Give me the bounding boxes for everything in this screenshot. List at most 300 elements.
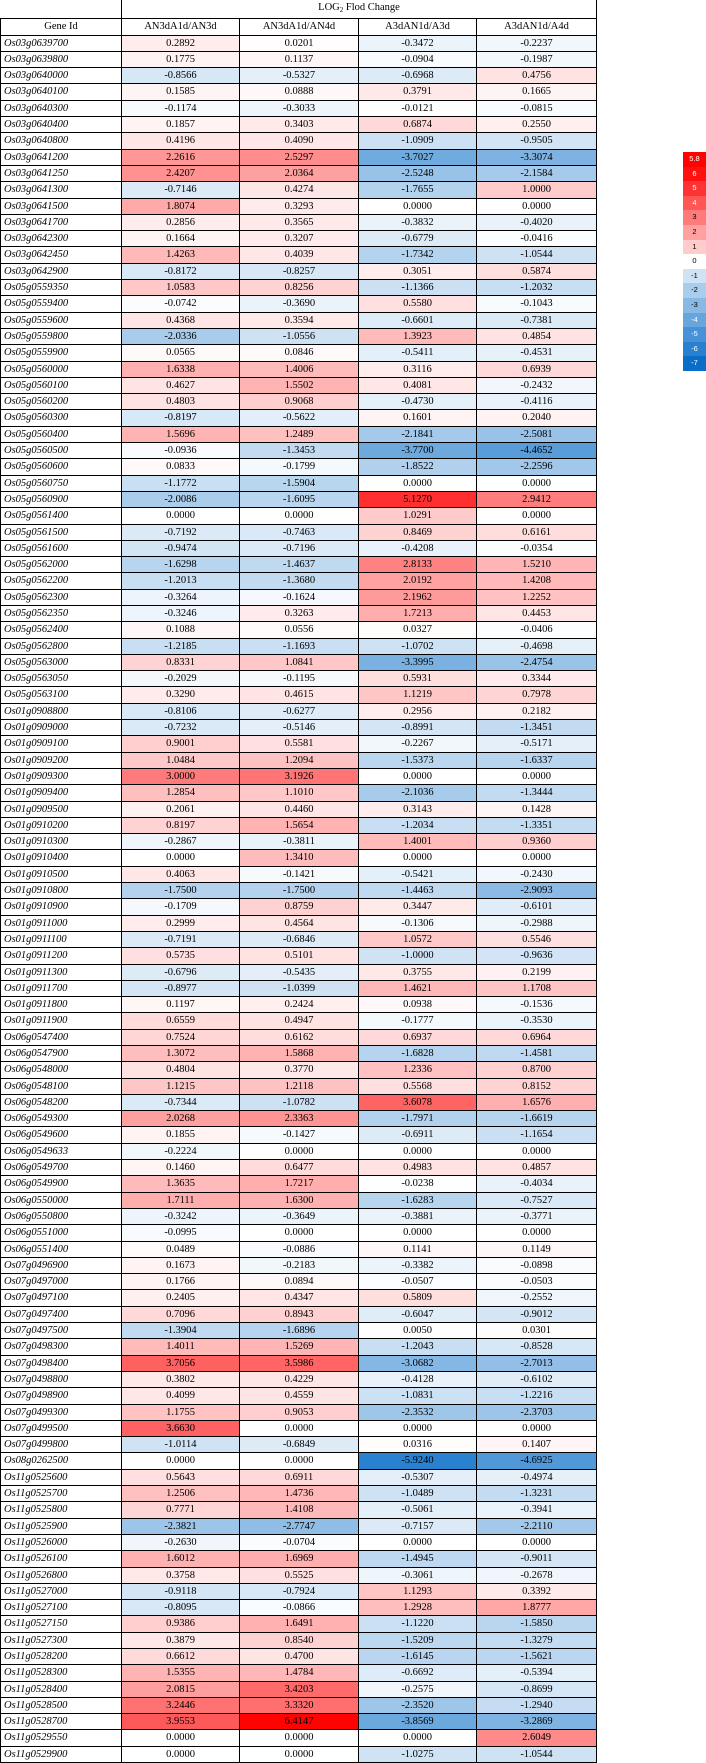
heatmap-cell: -1.0782 [240,1094,359,1110]
heatmap-cell: 0.1407 [477,1437,597,1453]
heatmap-cell: 5.1270 [359,491,477,507]
gene-id-cell: Os07g0499800 [1,1437,122,1453]
heatmap-cell: 0.0000 [477,1225,597,1241]
legend-swatch: 6 [683,167,706,182]
gene-id-cell: Os03g0639800 [1,51,122,67]
heatmap-cell: 0.0201 [240,35,359,51]
heatmap-cell: 0.0000 [477,198,597,214]
heatmap-cell: 1.4006 [240,361,359,377]
heatmap-cell: 0.2199 [477,964,597,980]
heatmap-cell: 3.7056 [122,1355,240,1371]
gene-id-cell: Os03g0641300 [1,182,122,198]
gene-id-cell: Os01g0910200 [1,817,122,833]
table-row [1,1486,597,1502]
heatmap-cell: -0.2267 [359,736,477,752]
heatmap-cell: 0.5931 [359,671,477,687]
heatmap-cell: -2.2596 [477,459,597,475]
heatmap-body [1,35,597,1762]
heatmap-cell: -0.4730 [359,394,477,410]
gene-id-cell: Os11g0525600 [1,1469,122,1485]
heatmap-cell: -0.1174 [122,100,240,116]
heatmap-cell: 0.0000 [240,1746,359,1762]
heatmap-cell: -0.7196 [240,540,359,556]
table-row [1,948,597,964]
heatmap-cell: -0.4128 [359,1371,477,1387]
heatmap-cell: -0.0898 [477,1257,597,1273]
heatmap-cell: -1.4637 [240,557,359,573]
table-row [1,899,597,915]
heatmap-cell: -0.3472 [359,35,477,51]
gene-id-cell: Os07g0498800 [1,1371,122,1387]
heatmap-cell: -1.0702 [359,638,477,654]
heatmap-cell: 0.6477 [240,1160,359,1176]
heatmap-cell: -1.6298 [122,557,240,573]
heatmap-cell: 0.0000 [359,1420,477,1436]
gene-id-cell: Os05g0562800 [1,638,122,654]
gene-id-cell: Os05g0560300 [1,410,122,426]
heatmap-cell: 0.4803 [122,394,240,410]
heatmap-cell: -0.0704 [240,1534,359,1550]
table-row [1,165,597,181]
heatmap-cell: 1.7111 [122,1192,240,1208]
heatmap-cell: -0.5622 [240,410,359,426]
gene-id-cell: Os03g0640100 [1,84,122,100]
heatmap-cell: 0.4063 [122,866,240,882]
table-row [1,1127,597,1143]
heatmap-cell: 0.3290 [122,687,240,703]
heatmap-cell: 0.1460 [122,1160,240,1176]
heatmap-cell: 0.0000 [477,508,597,524]
table-row [1,35,597,51]
heatmap-cell: -0.3530 [477,1013,597,1029]
table-row [1,557,597,573]
heatmap-cell: 0.4756 [477,68,597,84]
title-subscript: 2 [339,6,344,14]
heatmap-cell: -1.4463 [359,883,477,899]
heatmap-cell: 1.1215 [122,1078,240,1094]
heatmap-cell: -1.6896 [240,1323,359,1339]
heatmap-cell: -4.4652 [477,443,597,459]
legend-swatch: -2 [683,283,706,298]
heatmap-cell: -3.8569 [359,1714,477,1730]
heatmap-cell: 0.0000 [122,1730,240,1746]
table-row [1,1453,597,1469]
heatmap-cell: -2.7747 [240,1518,359,1534]
heatmap-cell: 0.5568 [359,1078,477,1094]
heatmap-cell: 0.0000 [122,1453,240,1469]
heatmap-cell: 3.5986 [240,1355,359,1371]
gene-id-cell: Os06g0549900 [1,1176,122,1192]
table-row [1,1062,597,1078]
heatmap-cell: 3.6630 [122,1420,240,1436]
heatmap-cell: 0.2424 [240,997,359,1013]
heatmap-cell: 2.8133 [359,557,477,573]
heatmap-cell: 0.2892 [122,35,240,51]
heatmap-cell: 0.3755 [359,964,477,980]
gene-id-cell: Os01g0910800 [1,883,122,899]
table-row [1,1274,597,1290]
heatmap-cell: 0.3207 [240,231,359,247]
heatmap-cell: -0.0416 [477,231,597,247]
table-row [1,345,597,361]
table-row [1,508,597,524]
heatmap-cell: 1.1708 [477,980,597,996]
legend-swatch: 0 [683,254,706,269]
table-row [1,654,597,670]
heatmap-cell: 0.1428 [477,801,597,817]
heatmap-cell: -0.6968 [359,68,477,84]
heatmap-cell: 3.0000 [122,768,240,784]
heatmap-cell: 2.0192 [359,573,477,589]
heatmap-cell: -0.1195 [240,671,359,687]
heatmap-cell: 0.2182 [477,703,597,719]
title-row [1,0,597,19]
heatmap-cell: 0.5101 [240,948,359,964]
table-row [1,817,597,833]
heatmap-cell: -0.3061 [359,1567,477,1583]
heatmap-cell: -0.5421 [359,866,477,882]
legend-swatch: 4 [683,196,706,211]
table-row [1,1714,597,1730]
heatmap-cell: 1.4001 [359,834,477,850]
table-row [1,100,597,116]
heatmap-cell: 0.2061 [122,801,240,817]
heatmap-cell: -0.3941 [477,1502,597,1518]
heatmap-cell: -0.7191 [122,931,240,947]
legend-swatch: 5 [683,181,706,196]
table-row [1,1648,597,1664]
gene-id-cell: Os06g0547400 [1,1029,122,1045]
heatmap-cell: 1.4784 [240,1665,359,1681]
heatmap-cell: 0.7524 [122,1029,240,1045]
heatmap-cell: -0.9012 [477,1306,597,1322]
heatmap-cell: -0.9118 [122,1583,240,1599]
table-row [1,1665,597,1681]
heatmap-cell: 1.3072 [122,1046,240,1062]
heatmap-cell: -0.0121 [359,100,477,116]
heatmap-cell: -1.8522 [359,459,477,475]
heatmap-cell: 0.1197 [122,997,240,1013]
table-row [1,997,597,1013]
heatmap-cell: 2.9412 [477,491,597,507]
gene-id-cell: Os01g0911100 [1,931,122,947]
legend-swatch: 2 [683,225,706,240]
legend-swatch: -4 [683,313,706,328]
heatmap-cell: -0.6911 [359,1127,477,1143]
heatmap-cell: -0.8566 [122,68,240,84]
heatmap-cell: 0.0489 [122,1241,240,1257]
heatmap-cell: -1.3444 [477,785,597,801]
heatmap-cell: -0.0507 [359,1274,477,1290]
gene-id-cell: Os01g0911700 [1,980,122,996]
heatmap-cell: -1.0544 [477,247,597,263]
heatmap-cell: 0.4453 [477,605,597,621]
heatmap-cell: -0.6101 [477,899,597,915]
heatmap-cell: 0.4983 [359,1160,477,1176]
heatmap-cell: 1.4208 [477,573,597,589]
gene-id-cell: Os01g0911300 [1,964,122,980]
heatmap-cell: 0.9068 [240,394,359,410]
gene-id-cell: Os05g0559600 [1,312,122,328]
heatmap-cell: -3.7700 [359,443,477,459]
table-row [1,475,597,491]
table-row [1,117,597,133]
heatmap-cell: 0.1088 [122,622,240,638]
heatmap-cell: 0.0894 [240,1274,359,1290]
table-row [1,1600,597,1616]
gene-id-cell: Os01g0909400 [1,785,122,801]
heatmap-cell: 0.0000 [477,475,597,491]
heatmap-cell: 0.0000 [240,1730,359,1746]
heatmap-cell: 0.6939 [477,361,597,377]
table-row [1,410,597,426]
heatmap-cell: -0.0936 [122,443,240,459]
heatmap-cell: -0.8699 [477,1681,597,1697]
heatmap-cell: 3.2446 [122,1697,240,1713]
heatmap-cell: 0.3791 [359,84,477,100]
heatmap-cell: 0.5546 [477,931,597,947]
table-row [1,1616,597,1632]
heatmap-cell: -0.7924 [240,1583,359,1599]
legend-swatch: -6 [683,342,706,357]
heatmap-cell: 2.3363 [240,1111,359,1127]
table-row [1,1078,597,1094]
table-row [1,1355,597,1371]
heatmap-cell: 1.7213 [359,605,477,621]
heatmap-cell: 1.7217 [240,1176,359,1192]
heatmap-cell: 0.5809 [359,1290,477,1306]
gene-id-cell: Os07g0498900 [1,1388,122,1404]
heatmap-cell: 0.0050 [359,1323,477,1339]
heatmap-cell: 1.2336 [359,1062,477,1078]
heatmap-cell: 1.4736 [240,1486,359,1502]
heatmap-cell: -0.6102 [477,1371,597,1387]
heatmap-cell: -0.3881 [359,1208,477,1224]
heatmap-cell: 0.0000 [240,508,359,524]
table-row [1,1469,597,1485]
heatmap-cell: 0.0000 [359,1225,477,1241]
gene-id-cell: Os11g0528700 [1,1714,122,1730]
heatmap-cell: 0.9386 [122,1616,240,1632]
gene-id-cell: Os07g0497000 [1,1274,122,1290]
heatmap-cell: -0.2630 [122,1534,240,1550]
table-row [1,622,597,638]
color-legend [683,152,706,371]
table-row [1,491,597,507]
heatmap-cell: 1.4108 [240,1502,359,1518]
heatmap-cell: -1.1772 [122,475,240,491]
gene-id-cell: Os03g0642300 [1,231,122,247]
table-row [1,231,597,247]
chart-title [122,0,597,19]
gene-id-cell: Os01g0909100 [1,736,122,752]
heatmap-cell: -0.3246 [122,605,240,621]
heatmap-cell: 0.0000 [240,1225,359,1241]
heatmap-cell: -2.1584 [477,165,597,181]
table-row [1,1420,597,1436]
heatmap-cell: -1.0831 [359,1388,477,1404]
heatmap-cell: -0.1777 [359,1013,477,1029]
table-row [1,51,597,67]
heatmap-cell: 0.3051 [359,263,477,279]
heatmap-cell: -1.0399 [240,980,359,996]
heatmap-cell: 0.1855 [122,1127,240,1143]
gene-id-cell: Os03g0639700 [1,35,122,51]
heatmap-cell: -1.2013 [122,573,240,589]
table-row [1,1371,597,1387]
heatmap-cell: -1.5209 [359,1632,477,1648]
heatmap-cell: 2.1962 [359,589,477,605]
heatmap-cell: -0.7527 [477,1192,597,1208]
heatmap-cell: 0.0000 [240,1143,359,1159]
heatmap-cell: 1.2118 [240,1078,359,1094]
table-row [1,1046,597,1062]
heatmap-cell: -1.0489 [359,1486,477,1502]
heatmap-cell: 0.6874 [359,117,477,133]
heatmap-cell: -1.3453 [240,443,359,459]
heatmap-cell: 1.4263 [122,247,240,263]
table-row [1,915,597,931]
table-row [1,1241,597,1257]
table-row [1,280,597,296]
heatmap-cell: 3.9553 [122,1714,240,1730]
heatmap-cell: -0.7463 [240,524,359,540]
heatmap-cell: -0.2237 [477,35,597,51]
heatmap-cell: -0.4531 [477,345,597,361]
table-row [1,1013,597,1029]
heatmap-cell: 0.4196 [122,133,240,149]
heatmap-cell: -0.0742 [122,296,240,312]
heatmap-cell: 0.0000 [240,1453,359,1469]
gene-id-cell: Os05g0560900 [1,491,122,507]
heatmap-cell: -0.5411 [359,345,477,361]
heatmap-cell: -0.0354 [477,540,597,556]
table-row [1,850,597,866]
heatmap-cell: 0.0888 [240,84,359,100]
legend-swatch: 1 [683,240,706,255]
table-row [1,394,597,410]
heatmap-cell: -0.4208 [359,540,477,556]
heatmap-cell: 0.8331 [122,654,240,670]
gene-id-cell: Os01g0909300 [1,768,122,784]
title-rest: Flod Change [345,2,400,13]
heatmap-cell: -1.2043 [359,1339,477,1355]
table-row [1,1160,597,1176]
heatmap-cell: -1.6619 [477,1111,597,1127]
gene-id-cell: Os11g0526000 [1,1534,122,1550]
heatmap-cell: -5.9240 [359,1453,477,1469]
heatmap-cell: 6.4147 [240,1714,359,1730]
heatmap-cell: 0.3447 [359,899,477,915]
heatmap-cell: 0.5525 [240,1567,359,1583]
heatmap-cell: -1.5904 [240,475,359,491]
table-row [1,1192,597,1208]
heatmap-cell: 1.2854 [122,785,240,801]
gene-id-cell: Os06g0551400 [1,1241,122,1257]
table-row [1,687,597,703]
heatmap-cell: -0.6277 [240,703,359,719]
heatmap-cell: -0.2575 [359,1681,477,1697]
heatmap-cell: -1.5373 [359,752,477,768]
table-row [1,1225,597,1241]
heatmap-cell: -0.6796 [122,964,240,980]
table-row [1,720,597,736]
heatmap-cell: 2.0364 [240,165,359,181]
gene-id-cell: Os11g0525900 [1,1518,122,1534]
heatmap-cell: 1.6576 [477,1094,597,1110]
gene-id-cell: Os06g0549633 [1,1143,122,1159]
gene-id-cell: Os03g0640000 [1,68,122,84]
table-row [1,883,597,899]
gene-id-cell: Os05g0563050 [1,671,122,687]
gene-id-cell: Os06g0551000 [1,1225,122,1241]
table-row [1,328,597,344]
heatmap-cell: -0.7381 [477,312,597,328]
heatmap-cell: -0.4116 [477,394,597,410]
heatmap-cell: 0.4460 [240,801,359,817]
table-row [1,182,597,198]
table-row [1,1208,597,1224]
heatmap-cell: 2.2616 [122,149,240,165]
heatmap-cell: 0.9360 [477,834,597,850]
table-row [1,1388,597,1404]
gene-id-cell: Os05g0561600 [1,540,122,556]
gene-id-cell: Os03g0640400 [1,117,122,133]
table-row [1,834,597,850]
heatmap-cell: 1.1755 [122,1404,240,1420]
gene-id-cell: Os06g0547900 [1,1046,122,1062]
heatmap-cell: 0.0000 [359,1534,477,1550]
legend-swatch: 5.8 [683,152,706,167]
heatmap-cell: -0.2678 [477,1567,597,1583]
heatmap-cell: 1.0841 [240,654,359,670]
heatmap-cell: 1.2506 [122,1486,240,1502]
heatmap-cell: -0.0238 [359,1176,477,1192]
heatmap-cell: -1.3231 [477,1486,597,1502]
heatmap-cell: -0.5171 [477,736,597,752]
heatmap-cell: -1.5850 [477,1616,597,1632]
heatmap-cell: -0.6779 [359,231,477,247]
heatmap-cell: 0.3565 [240,214,359,230]
heatmap-cell: -0.0866 [240,1600,359,1616]
heatmap-cell: -0.1306 [359,915,477,931]
heatmap-cell: -0.6692 [359,1665,477,1681]
heatmap-cell: -1.5621 [477,1648,597,1664]
gene-id-header: Gene Id [1,19,122,35]
heatmap-cell: -0.7232 [122,720,240,736]
heatmap-cell: -2.3532 [359,1404,477,1420]
heatmap-cell: 0.6162 [240,1029,359,1045]
heatmap-cell: -0.8106 [122,703,240,719]
heatmap-cell: -1.4581 [477,1046,597,1062]
gene-id-cell: Os11g0528400 [1,1681,122,1697]
heatmap-cell: 0.1137 [240,51,359,67]
heatmap-cell: 0.0000 [477,1420,597,1436]
heatmap-cell: -0.0886 [240,1241,359,1257]
table-row [1,1502,597,1518]
gene-id-cell: Os05g0562350 [1,605,122,621]
heatmap-cell: -1.7500 [240,883,359,899]
heatmap-cell: -0.1624 [240,589,359,605]
table-row [1,149,597,165]
heatmap-cell: 0.6911 [240,1469,359,1485]
heatmap-cell: 0.6964 [477,1029,597,1045]
heatmap-cell: 0.3116 [359,361,477,377]
heatmap-cell: 0.0000 [359,768,477,784]
heatmap-cell: -1.0556 [240,328,359,344]
heatmap-cell: -1.3351 [477,817,597,833]
heatmap-cell: 0.1149 [477,1241,597,1257]
